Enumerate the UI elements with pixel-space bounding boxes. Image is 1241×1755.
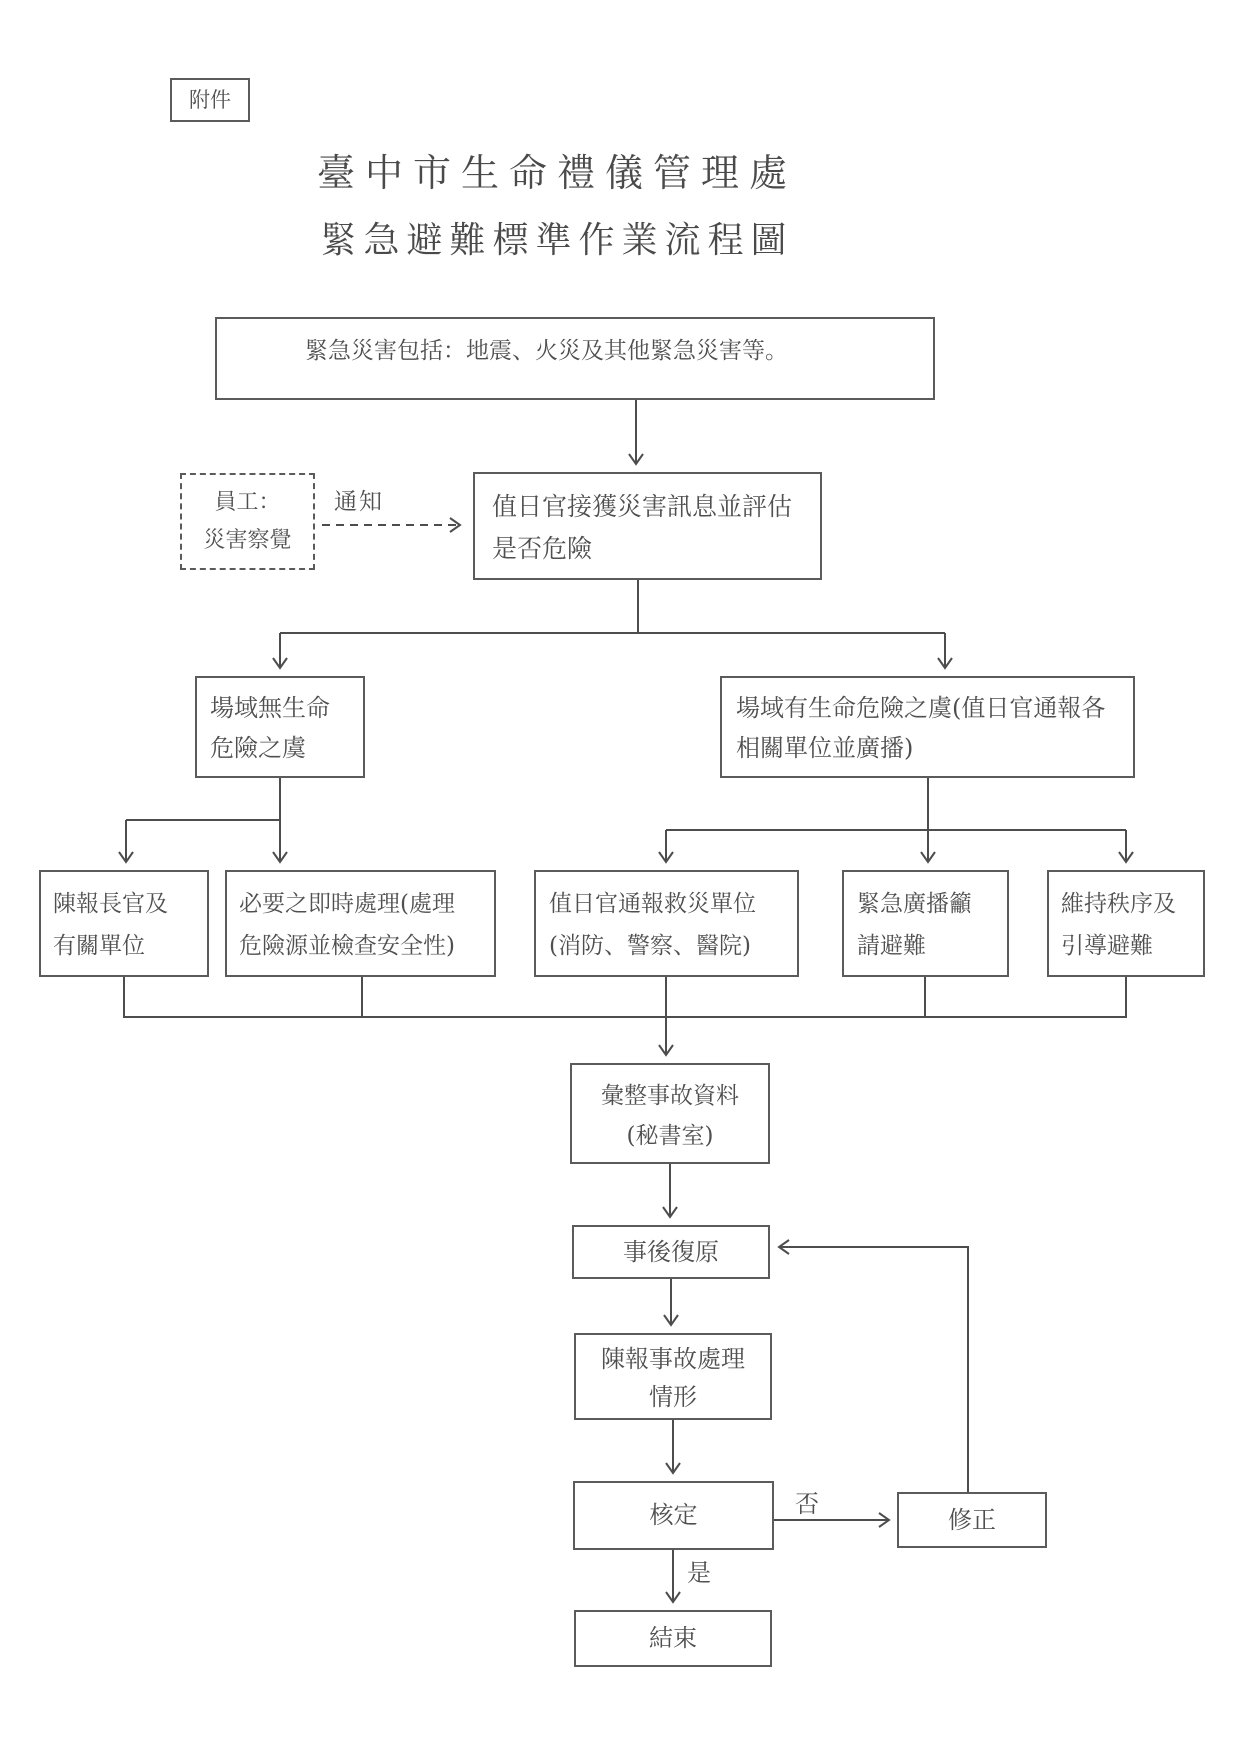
report-handling-box (574, 1333, 772, 1420)
no-danger-line-1: 場域無生命 (210, 694, 330, 722)
danger-box (720, 676, 1135, 778)
report-officials-box (39, 870, 209, 977)
danger-line-1: 場域有生命危險之虞(值日官通報各 (736, 694, 1106, 722)
order-line-2: 引導避難 (1061, 933, 1153, 959)
end-label: 結束 (649, 1624, 697, 1652)
immediate-line-2: 危險源並檢查安全性) (239, 933, 455, 959)
page-subtitle (0, 212, 1114, 263)
report-result-line-2: 情形 (649, 1383, 697, 1411)
approval-label: 核定 (649, 1501, 698, 1529)
no-branch-label-text: 否 (795, 1490, 819, 1518)
revision-label: 修正 (948, 1506, 996, 1534)
staff-line-1: 員工： (214, 490, 281, 515)
rescue-line-1: 值日官通報救災單位 (549, 891, 756, 917)
recovery-box (572, 1225, 770, 1279)
broadcast-box (842, 870, 1009, 977)
compile-data-box (570, 1063, 770, 1164)
report-result-line-1: 陳報事故處理 (601, 1345, 745, 1373)
duty-officer-box (473, 472, 822, 580)
end-box (574, 1610, 772, 1667)
notify-label (334, 483, 384, 516)
approval-box (573, 1481, 774, 1550)
yes-branch-label (687, 1553, 711, 1588)
summary-line-2: (秘書室) (626, 1123, 714, 1149)
recovery-label: 事後復原 (623, 1238, 719, 1266)
staff-line-2: 災害察覺 (203, 528, 292, 553)
staff-awareness-box (180, 473, 315, 570)
page-title (0, 142, 1114, 197)
attachment-tag (170, 78, 250, 122)
no-branch-label (795, 1484, 819, 1519)
yes-branch-label-text: 是 (687, 1559, 711, 1587)
attachment-label: 附件 (189, 88, 231, 112)
rescue-line-2: (消防、警察、醫院) (549, 933, 751, 959)
notify-label-text: 通知 (334, 489, 384, 515)
immediate-handling-box (225, 870, 496, 977)
page-title-text: 臺中市生命禮儀管理處 (316, 151, 797, 195)
maintain-order-box (1047, 870, 1205, 977)
report-officials-line-1: 陳報長官及 (53, 891, 168, 917)
no-danger-box (195, 676, 365, 778)
revision-box (897, 1492, 1047, 1548)
duty-line-1: 值日官接獲災害訊息並評估 (492, 492, 793, 521)
note-box (215, 317, 935, 400)
page-subtitle-text: 緊急避難標準作業流程圖 (320, 220, 794, 261)
notify-rescue-box (534, 870, 799, 977)
broadcast-line-1: 緊急廣播籲 (857, 891, 972, 917)
duty-line-2: 是否危險 (492, 534, 593, 563)
no-danger-line-2: 危險之虞 (210, 734, 306, 762)
summary-line-1: 彙整事故資料 (601, 1083, 739, 1109)
broadcast-line-2: 請避難 (857, 933, 926, 959)
immediate-line-1: 必要之即時處理(處理 (239, 891, 455, 917)
note-line: 緊急災害包括：地震、火災及其他緊急災害等。 (305, 338, 788, 364)
report-officials-line-2: 有關單位 (53, 933, 145, 959)
arrow-revise-feedback (779, 1247, 968, 1492)
order-line-1: 維持秩序及 (1061, 891, 1176, 917)
danger-line-2: 相關單位並廣播) (736, 734, 914, 762)
